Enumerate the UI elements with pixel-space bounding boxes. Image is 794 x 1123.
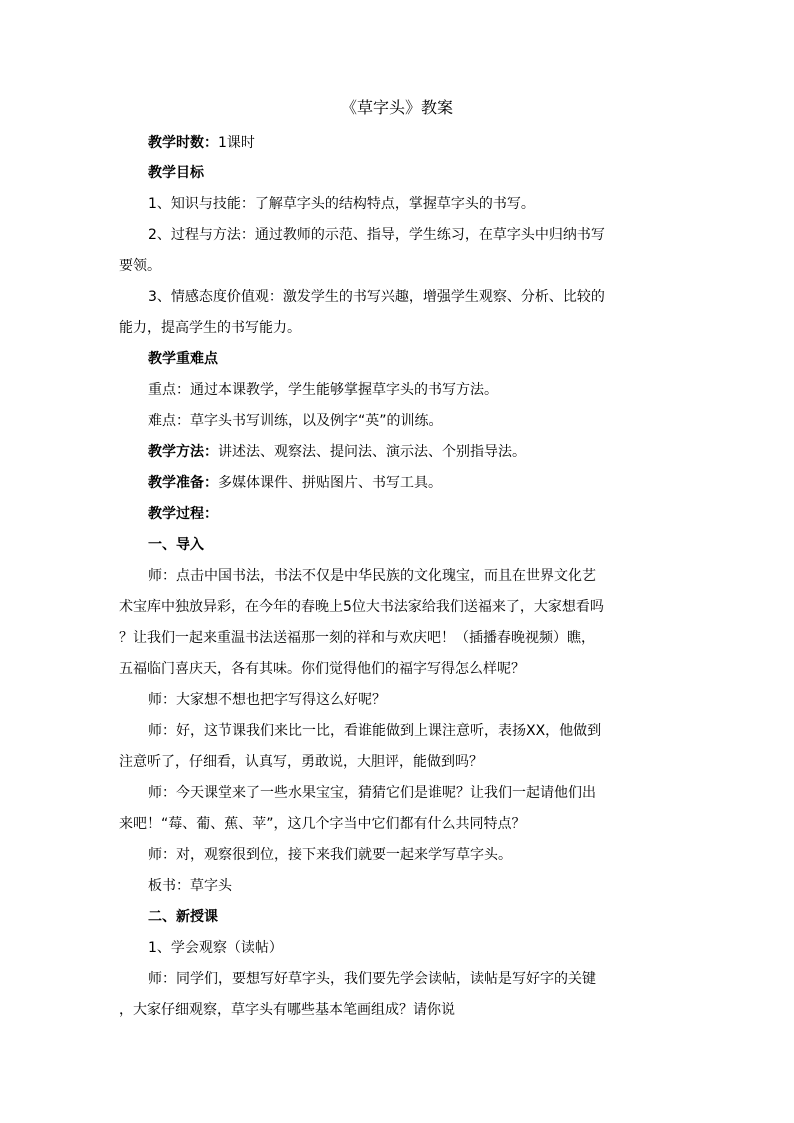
paragraph-4-line-2: 来吧！“莓、葡、蕉、苹”，这几个字当中它们都有什么共同特点？: [119, 816, 526, 832]
teaching-hours-value: 1课时: [218, 135, 255, 151]
paragraph-6: 板书：草字头: [148, 878, 232, 894]
teaching-preparation-value: 多媒体课件、拼贴图片、书写工具。: [218, 475, 442, 491]
paragraph-2: 师：大家想不想也把字写得这么好呢？: [148, 692, 386, 708]
paragraph-1-line-2: 术宝库中独放异彩，在今年的春晚上5位大书法家给我们送福来了，大家想看吗: [119, 599, 604, 615]
subsection-1-heading: 1、学会观察（读帖）: [148, 940, 283, 956]
paragraph-1-line-3: ？让我们一起来重温书法送福那一刻的祥和与欢庆吧！（插播春晚视频）瞧，: [119, 630, 595, 646]
teaching-preparation: [148, 473, 442, 493]
teaching-hours: [148, 133, 255, 153]
teaching-methods-value: 讲述法、观察法、提问法、演示法、个别指导法。: [218, 444, 526, 460]
objective-2-line-2: 要领。: [119, 258, 161, 274]
paragraph-7-line-2: ，大家仔细观察，草字头有哪些基本笔画组成？请你说: [119, 1002, 455, 1018]
teaching-methods: [148, 442, 526, 462]
objective-1: 1、知识与技能：了解草字头的结构特点，掌握草字头的书写。: [148, 196, 535, 212]
section-1-heading: 一、导入: [148, 537, 204, 553]
teaching-preparation-label: 教学准备：: [148, 475, 218, 491]
paragraph-4-line-1: 师：今天课堂来了一些水果宝宝，猜猜它们是谁呢？让我们一起请他们出: [148, 785, 596, 801]
objective-3-line-1: 3、情感态度价值观：激发学生的书写兴趣，增强学生观察、分析、比较的: [148, 289, 605, 305]
section-2-heading: 二、新授课: [148, 909, 218, 925]
paragraph-1-line-1: 师：点击中国书法，书法不仅是中华民族的文化瑰宝，而且在世界文化艺: [148, 568, 596, 584]
difficulty-point: 难点：草字头书写训练，以及例字“英”的训练。: [148, 413, 443, 429]
paragraph-1-line-4: 五福临门喜庆天，各有其味。你们觉得他们的福字写得怎么样呢？: [119, 661, 525, 677]
paragraph-5: 师：对，观察很到位，接下来我们就要一起来学写草字头。: [148, 847, 512, 863]
paragraph-7-line-1: 师：同学们，要想写好草字头，我们要先学会读帖，读帖是写好字的关键: [148, 971, 596, 987]
teaching-hours-label: 教学时数：: [148, 135, 218, 151]
objective-3-line-2: 能力，提高学生的书写能力。: [119, 320, 301, 336]
document-title: 《草字头》教案: [340, 98, 453, 117]
paragraph-3-line-2: 注意听了，仔细看，认真写，勇敢说，大胆评，能做到吗？: [119, 754, 483, 770]
teaching-methods-label: 教学方法：: [148, 444, 218, 460]
objective-2-line-1: 2、过程与方法：通过教师的示范、指导，学生练习，在草字头中归纳书写: [148, 227, 605, 243]
key-point: 重点：通过本课教学，学生能够掌握草字头的书写方法。: [148, 382, 498, 398]
keypoints-heading: 教学重难点: [148, 351, 218, 367]
objectives-heading: 教学目标: [148, 165, 204, 181]
process-heading: 教学过程：: [148, 506, 218, 522]
paragraph-3-line-1: 师：好，这节课我们来比一比，看谁能做到上课注意听，表扬XX，他做到: [148, 723, 602, 739]
